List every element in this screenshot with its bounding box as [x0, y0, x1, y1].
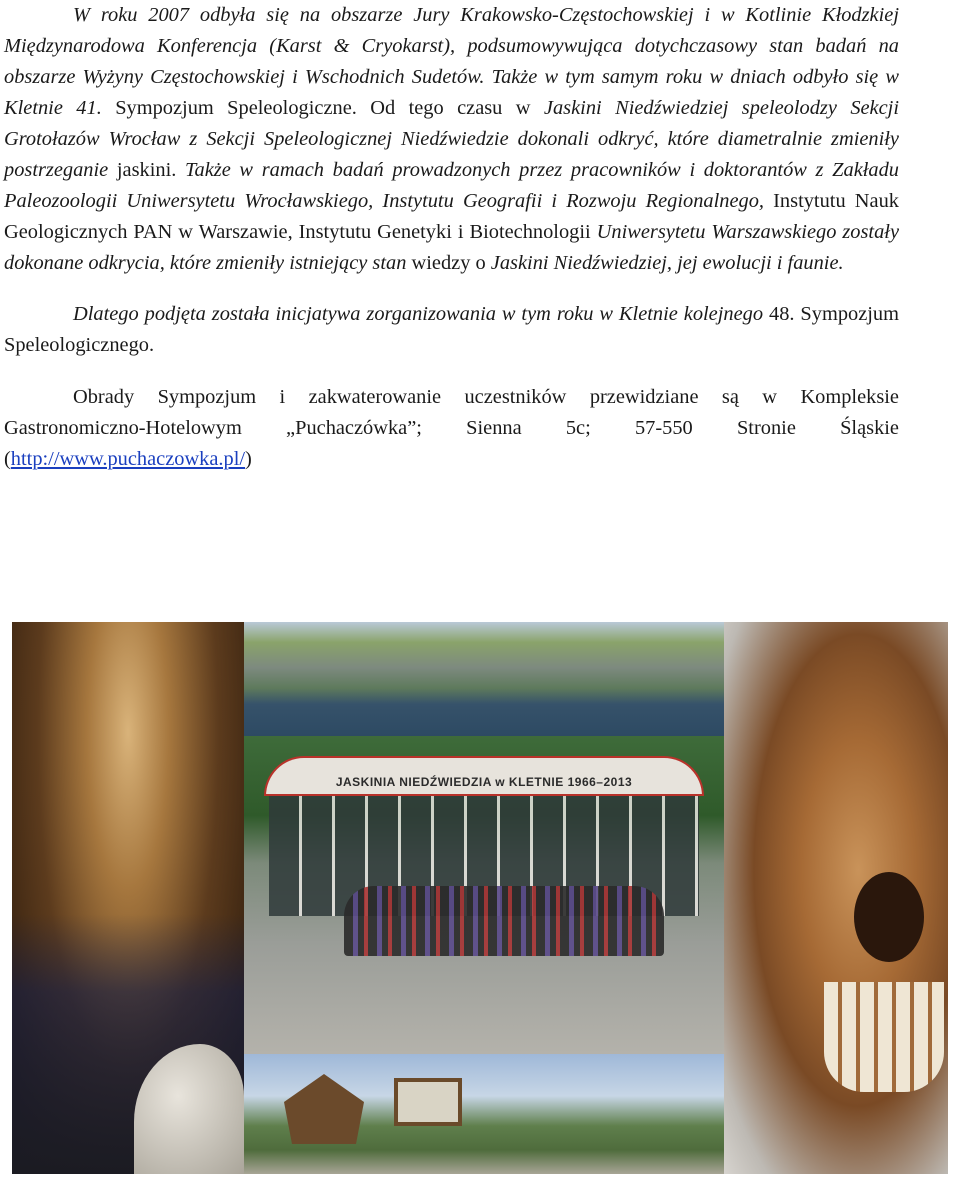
puchaczowka-link[interactable]: http://www.puchaczowka.pl/: [10, 448, 246, 470]
para1-part8: wiedzy o: [406, 252, 491, 274]
skull-teeth: [824, 982, 944, 1092]
para1-part4: jaskini.: [108, 159, 186, 181]
para3-part1: Obrady Sympozjum i zakwaterowanie uczestników przewidziane są w Kompleksie Gastronomiczno-Hotelowym „Puchaczówka”; Sienna 5c; 57-550 Stronie Śląskie (: [4, 386, 899, 470]
para1-part6: Instytutu Nauk Geologicznych PAN w Warszawie, Instytutu Genetyki i Biotechnologii: [4, 190, 899, 243]
para2-part2: 48. Sympozjum Speleologicznego.: [4, 303, 899, 356]
para1-part7: Uniwersytetu Warszawskiego zostały dokonane odkrycia, które zmieniły istniejący stan: [4, 221, 900, 274]
signpost-shelter: [284, 1074, 364, 1144]
photo-collage: [12, 622, 948, 1174]
para1-part2: Sympozjum Speleologiczne. Od tego czasu w: [101, 97, 544, 119]
paragraph-3: [4, 382, 899, 475]
para1-part1: W roku 2007 odbyła się na obszarze Jury Krakowsko-Częstochowskiej i w Kotlinie Kłodzkiej Międzynarodowa Konferencja (Karst & Cryokarst), podsumowywująca dotychczasowy stan badań na obszarze Wyżyny Częstochowskiej i Wschodnich Sudetów. Także w tym samym roku w dniach odbyło się w Kletnie 41.: [4, 4, 899, 119]
document-page: [4, 0, 899, 475]
para1-part3: Jaskini Niedźwiedziej speleolodzy Sekcji Grotołazów Wrocław z Sekcji Speleologicznej Niedźwiedzie dokonali odkryć, które diametralnie zmieniły postrzeganie: [4, 97, 899, 181]
group-of-participants: [344, 886, 664, 956]
information-board: [394, 1078, 462, 1126]
paragraph-1: [4, 0, 899, 279]
cave-interior-photo: [12, 622, 244, 1174]
para1-part9: Jaskini Niedźwiedziej, jej ewolucji i faunie.: [490, 252, 844, 274]
para2-part1: Dlatego podjęta została inicjatywa zorganizowania w tym roku w Kletnie kolejnego: [73, 303, 764, 325]
quarry-lake-photo: [244, 622, 724, 736]
cave-entrance-building-photo: [244, 736, 724, 1054]
paragraph-2: [4, 299, 899, 361]
cave-bear-skull-photo: [724, 622, 948, 1174]
trail-signs-photo: [244, 1054, 724, 1174]
para1-part5: Także w ramach badań prowadzonych przez pracowników i doktorantów z Zakładu Paleozoologii Uniwersytetu Wrocławskiego, Instytutu Geografii i Rozwoju Regionalnego,: [4, 159, 900, 212]
building-sign: JASKINIA NIEDŹWIEDZIA w KLETNIE 1966–2013: [335, 775, 633, 789]
para3-part2: ): [245, 448, 252, 470]
skull-eye-socket: [854, 872, 924, 962]
